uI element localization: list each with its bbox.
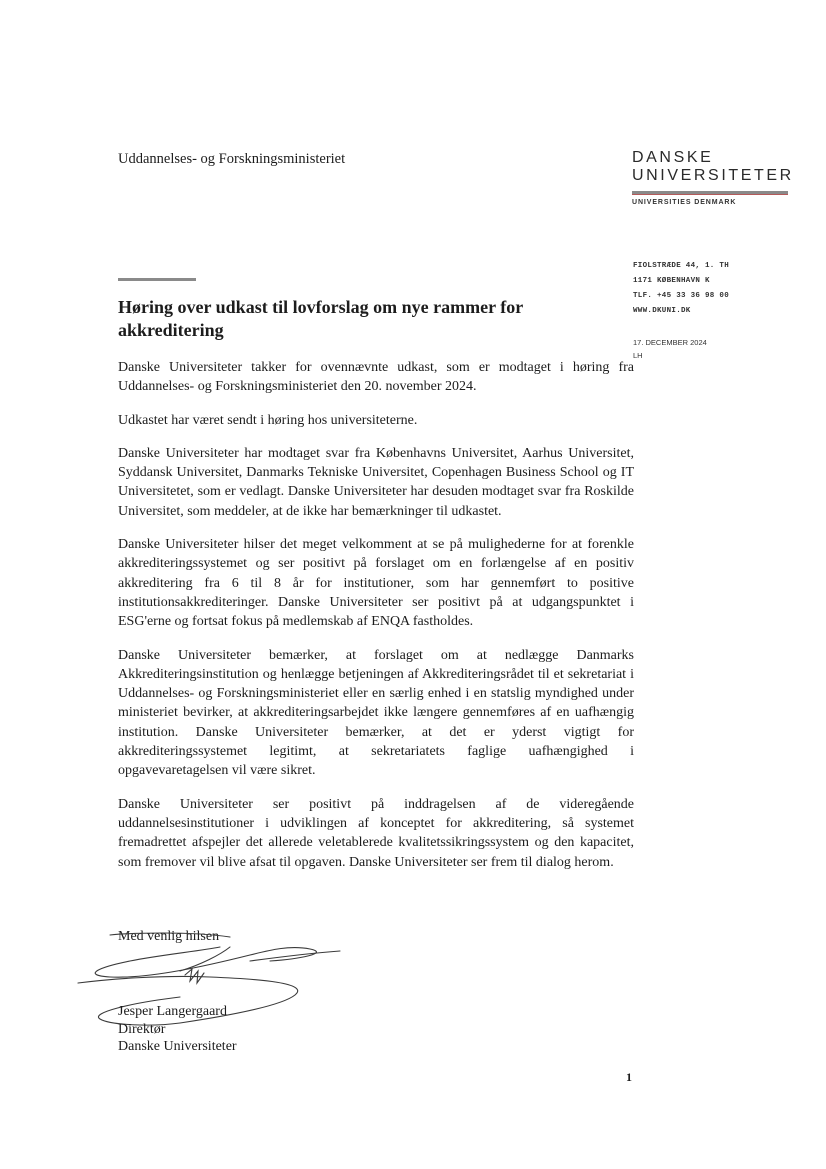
address-phone: TLF. +45 33 36 98 00 bbox=[633, 292, 730, 300]
logo-line2: UNIVERSITETER bbox=[632, 167, 794, 184]
heading-divider bbox=[118, 278, 196, 281]
paragraph: Danske Universiteter hilser det meget velkomment at se på mulighederne for at forenkle akkrediteringssystemet og ser positivt på forslaget om en forlængelse af en positiv akkreditering fra 6 til 8 år for institutioner, som har gennemført to positive institutionsakkrediteringer. Danske Universiteter ser positivt på at udgangspunktet i ESG'erne og fortsat fokus på medlemskab af ENQA fastholdes. bbox=[118, 537, 634, 630]
signer-org: Danske Universiteter bbox=[118, 1039, 237, 1054]
address-city: 1171 KØBENHAVN K bbox=[633, 277, 710, 285]
sender-address bbox=[633, 259, 729, 319]
paragraph: Danske Universiteter ser positivt på inddragelsen af de videregående uddannelsesinstitutioner i udviklingen af konceptet for akkreditering, så systemet fremadrettet afspejler det allerede veletablerede kvalitetssikringssystem og den kapacitet, som fremover vil blive afsat til opgaven. Danske Universiteter ser frem til dialog herom. bbox=[118, 796, 634, 870]
logo bbox=[632, 149, 794, 206]
paragraph: Danske Universiteter har modtaget svar fra Københavns Universitet, Aarhus Universitet, Syddansk Universitet, Danmarks Tekniske Universitet, Copenhagen Business School og IT Universitetet, som er vedlagt. Danske Universiteter har desuden modtaget svar fra Roskilde Universitet, som meddeler, at de ikke har bemærkninger til udkastet. bbox=[118, 445, 634, 519]
logo-subtitle: UNIVERSITIES DENMARK bbox=[632, 199, 737, 206]
paragraph: Danske Universiteter bemærker, at forslaget om at nedlægge Danmarks Akkrediteringsinstitution og henlægge betjeningen af Akkrediteringsrådet til et sekretariat i Uddannelses- og Forskningsministeriet eller en særlig enhed i en statslig myndighed under ministeriet bevirker, at akkrediteringsarbejdet ikke længere gennemføres af en uafhængig institution. Danske Universiteter bemærker, at det er yderst vigtigt for akkrediteringssystemet legitimt, at sekretariatets faglige uafhængighed i opgavevaretagelsen vil være sikret. bbox=[118, 647, 634, 779]
letter-body bbox=[118, 358, 634, 886]
logo-line1: DANSKE bbox=[632, 149, 714, 166]
letter-title: Høring over udkast til lovforslag om nye rammer for akkreditering bbox=[118, 297, 523, 340]
address-street: FIOLSTRÆDE 44, 1. TH bbox=[633, 262, 730, 270]
signer-name: Jesper Langergaard bbox=[118, 1004, 227, 1019]
address-web: WWW.DKUNI.DK bbox=[633, 307, 691, 315]
logo-accent-line bbox=[632, 194, 788, 195]
closing: Med venlig hilsen bbox=[118, 929, 220, 944]
recipient: Uddannelses- og Forskningsministeriet bbox=[118, 151, 346, 167]
paragraph: Udkastet har været sendt i høring hos universiteterne. bbox=[118, 412, 418, 428]
signer-block bbox=[118, 1003, 237, 1056]
page-number: 1 bbox=[626, 1070, 632, 1084]
initials: LH bbox=[633, 351, 643, 360]
paragraph: Danske Universiteter takker for ovennævnte udkast, som er modtaget i høring fra Uddannelses- og Forskningsministeriet den 20. november 2024. bbox=[118, 360, 634, 395]
signer-role: Direktør bbox=[118, 1021, 166, 1037]
letter-date: 17. DECEMBER 2024 bbox=[633, 338, 707, 347]
